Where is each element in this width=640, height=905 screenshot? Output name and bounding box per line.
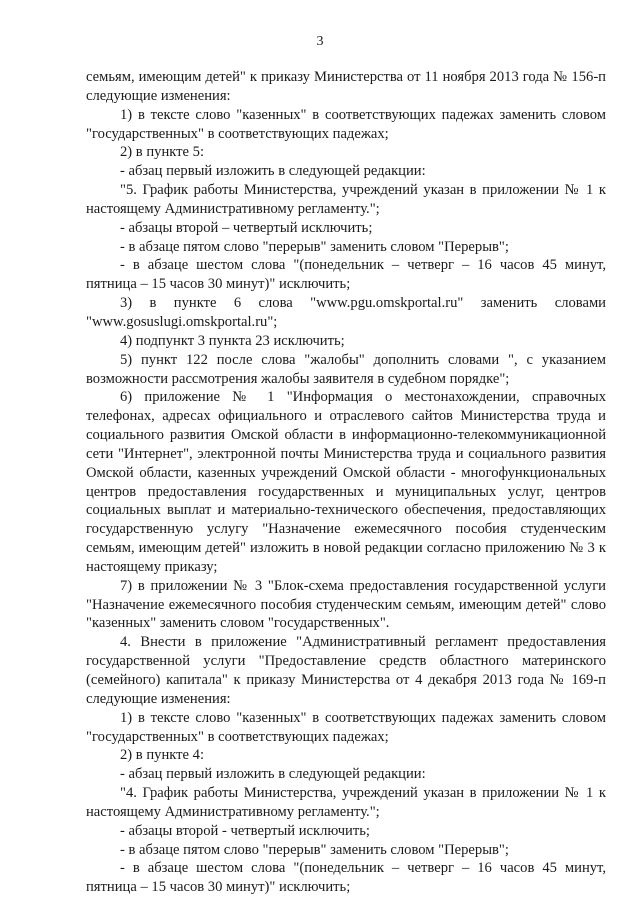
paragraph: 1) в тексте слово "казенных" в соответствующих падежах заменить словом "государственных" в соответствующих падежах; [86, 106, 606, 142]
paragraph: 2) в пункте 4: [120, 747, 205, 764]
paragraph: "5. График работы Министерства, учреждений указан в приложении № 1 к настоящему Административному регламенту."; [86, 182, 606, 217]
paragraph: - абзацы второй - четвертый исключить; [120, 822, 370, 839]
paragraph: - в абзаце шестом слова "(понедельник – четверг – 16 часов 45 минут, пятница – 15 часов 30 минут)" исключить; [86, 257, 606, 293]
paragraph: 5) пункт 122 после слова "жалобы" дополнить словами ", с указанием возможности рассмотрения жалобы заявителя в судебном порядке"; [86, 351, 606, 387]
paragraph: 4) подпункт 3 пункта 23 исключить; [120, 332, 345, 349]
paragraph: - в абзаце пятом слово "перерыв" заменить словом "Перерыв"; [120, 841, 509, 858]
paragraph: 3) в пункте 6 слова "www.pgu.omskportal.ru" заменить словами "www.gosuslugi.omskportal.ru"; [86, 295, 606, 330]
paragraph: "4. График работы Министерства, учреждений указан в приложении № 1 к настоящему Административному регламенту."; [86, 785, 606, 820]
paragraph: 1) в тексте слово "казенных" в соответствующих падежах заменить словом "государственных" в соответствующих падежах; [86, 709, 606, 745]
paragraph: - абзацы второй – четвертый исключить; [120, 219, 373, 236]
paragraph: 6) приложение № 1 "Информация о местонахождении, справочных телефонах, адресах официального и отраслевого сайтов Министерства труда и социального развития Омской области в информационно-телекоммуникационной сети "Интернет", электронной почты Министерства труда и социального развития Омской области, казенных учреждений Омской области - многофункциональных центров предоставления государственных и муниципальных услуг, центров социальных выплат и материально-технического обеспечения, предоставляющих государственную услугу "Назначение ежемесячного пособия студенческим семьям, имеющим детей" изложить в новой редакции согласно приложению № 3 к настоящему приказу; [86, 389, 606, 575]
page-number: 3 [316, 34, 324, 49]
paragraph: 7) в приложении № 3 "Блок-схема предоставления государственной услуги "Назначение ежемесячного пособия студенческим семьям, имеющим детей" слово "казенных" заменить словом "государственных". [86, 577, 606, 632]
paragraph: - абзац первый изложить в следующей редакции: [120, 163, 426, 180]
document-body [86, 68, 606, 897]
paragraph: - в абзаце пятом слово "перерыв" заменить словом "Перерыв"; [120, 238, 509, 255]
paragraph: семьям, имеющим детей" к приказу Министерства от 11 ноября 2013 года № 156-п следующие изменения: [86, 69, 606, 104]
paragraph: 4. Внести в приложение "Административный регламент предоставления государственной услуги "Предоставление средств областного материнского (семейного) капитала" к приказу Министерства от 4 декабря 2013 года № 169-п следующие изменения: [86, 634, 606, 707]
paragraph: - в абзаце шестом слова "(понедельник – четверг – 16 часов 45 минут, пятница – 15 часов 30 минут)" исключить; [86, 860, 606, 896]
paragraph: 2) в пункте 5: [120, 144, 205, 161]
paragraph: - абзац первый изложить в следующей редакции: [120, 766, 426, 783]
